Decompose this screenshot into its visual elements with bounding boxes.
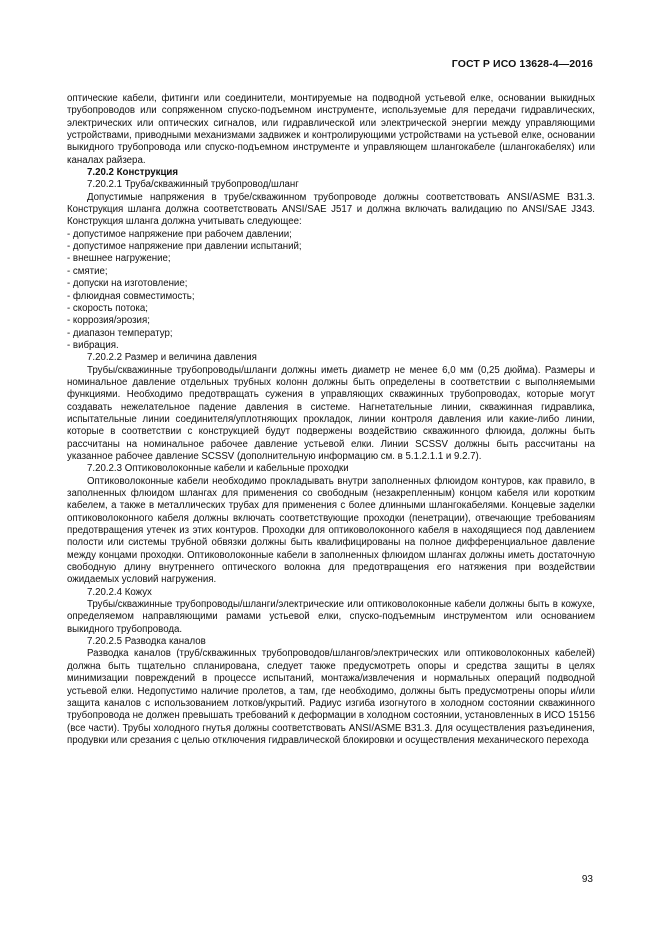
subsection-heading-7-20-2-4: 7.20.2.4 Кожух bbox=[87, 586, 152, 598]
page-body bbox=[67, 93, 595, 747]
subsection-heading-7-20-2-1: 7.20.2.1 Труба/скважинный трубопровод/шланг bbox=[87, 179, 299, 191]
list-item: - допуски на изготовление; bbox=[67, 278, 188, 290]
standard-header: ГОСТ Р ИСО 13628-4—2016 bbox=[451, 58, 593, 70]
list-item: - флюидная совместимость; bbox=[67, 290, 195, 302]
subsection-heading-7-20-2-2: 7.20.2.2 Размер и величина давления bbox=[87, 352, 257, 364]
list-item: - допустимое напряжение при рабочем давлении; bbox=[67, 228, 292, 240]
requirements-list bbox=[67, 229, 595, 352]
subsection-heading-7-20-2-3: 7.20.2.3 Оптиковолоконные кабели и кабельные проходки bbox=[87, 463, 349, 475]
subsection-heading-7-20-2-5: 7.20.2.5 Разводка каналов bbox=[87, 636, 206, 648]
paragraph-7-20-2-3: Оптиковолоконные кабели необходимо прокладывать внутри заполненных флюидом контуров, как правило, в заполненных флюидом шлангах для применения со свободным (незакрепленным) концом кабеля или коротким кабелем, а также в металлических трубах для применения с более длинными шлангокабелями. Концевые заделки оптиковолоконного кабеля должны включать соответствующие проходки (пенетрации), отвечающие требованиям предотвращения утечек из этих контуров. Проходки для оптиковолоконного кабеля в находящиеся под давлением полости или системы трубной обвязки должны быть квалифицированы на полное дифференциальное давление между концами проходки. Оптиковолоконные кабели в заполненных флюидом шлангах должны иметь достаточную свободную длину внутреннего оптического волокна для предотвращения его натяжения при воздействии ожидаемых условий нагружения. bbox=[67, 475, 595, 586]
page-number: 93 bbox=[581, 874, 593, 885]
list-item: - внешнее нагружение; bbox=[67, 253, 171, 265]
section-heading-7-20-2: 7.20.2 Конструкция bbox=[87, 167, 179, 179]
list-item: - смятие; bbox=[67, 265, 108, 277]
paragraph-7-20-2-5: Разводка каналов (труб/скважинных трубопроводов/шлангов/электрических или оптиковолоконных кабелей) должна быть тщательно спланирована, следует также предусмотреть опоры и средства защиты в целях минимизации повреждений в процессе испытаний, монтажа/извлечения и нормальных операций подводной устьевой елки. Недопустимо наличие пролетов, а там, где необходимо, должны быть предусмотрены опоры и/или защита каналов с использованием лотков/укрытий. Радиус изгиба изогнутого в холодном состоянии скважинного трубопровода не должен превышать требований к деформации в холодном состоянии, установленных в ИСО 15156 (все части). Трубы холодного гнутья должны соответствовать ANSI/ASME B31.3. Для осуществления разъединения, продувки или срезания с целью отключения гидравлической блокировки и осуществления механического перехода bbox=[67, 648, 595, 746]
paragraph-7-20-2-1: Допустимые напряжения в трубе/скважинном трубопроводе должны соответствовать ANSI/ASME B31.3. Конструкция шланга должна соответствовать ANSI/SAE J517 и должна включать валидацию по ANSI/SAE J343. Конструкция шланга должна учитывать следующее: bbox=[67, 191, 595, 228]
list-item: - допустимое напряжение при давлении испытаний; bbox=[67, 241, 302, 253]
paragraph-7-20-2-2: Трубы/скважинные трубопроводы/шланги должны иметь диаметр не менее 6,0 мм (0,25 дюйма). Размеры и номинальное давление отдельных трубных колонн должны быть определены в соответствии с выполняемыми функциями. Необходимо предотвращать сужения в управляющих скважинных трубопроводах, которые могут создавать нежелательное падение давления в системе. Нагнетательные линии, скважинная гидравлика, испытательные линии соединителя/уплотняющих прокладок, линии контроля давления или какие-либо линии, которые в соответствии с конструкцией будут подвержены воздействию скважинного флюида, должны быть рассчитаны на номинальное рабочее давление устьевой елки. Линии SCSSV должны быть рассчитаны на указанное рабочее давление SCSSV (дополнительную информацию см. в 5.1.2.1.1 и 9.2.7). bbox=[67, 364, 595, 462]
list-item: - вибрация. bbox=[67, 339, 119, 351]
list-item: - диапазон температур; bbox=[67, 327, 173, 339]
intro-paragraph: оптические кабели, фитинги или соединители, монтируемые на подводной устьевой елке, основании выкидных трубопроводов или сопряженном спуско-подъемном инструменте, используемые для передачи гидравлических, электрических или оптических сигналов, или гидравлической или электрической энергии между управляющими устройствами, приводными механизмами задвижек и контролирующими устройствами на устьевой елке, основании выкидного трубопровода или спуско-подъемном инструменте и управляющем шлангокабеле (шлангокабелях) или каналах райзера. bbox=[67, 93, 595, 166]
list-item: - коррозия/эрозия; bbox=[67, 315, 150, 327]
paragraph-7-20-2-4: Трубы/скважинные трубопроводы/шланги/электрические или оптиковолоконные кабели должны быть в кожухе, определяемом направляющими рамами устьевой елки, спуско-подъемным инструментом или основанием выкидного трубопровода. bbox=[67, 599, 595, 635]
list-item: - скорость потока; bbox=[67, 302, 148, 314]
